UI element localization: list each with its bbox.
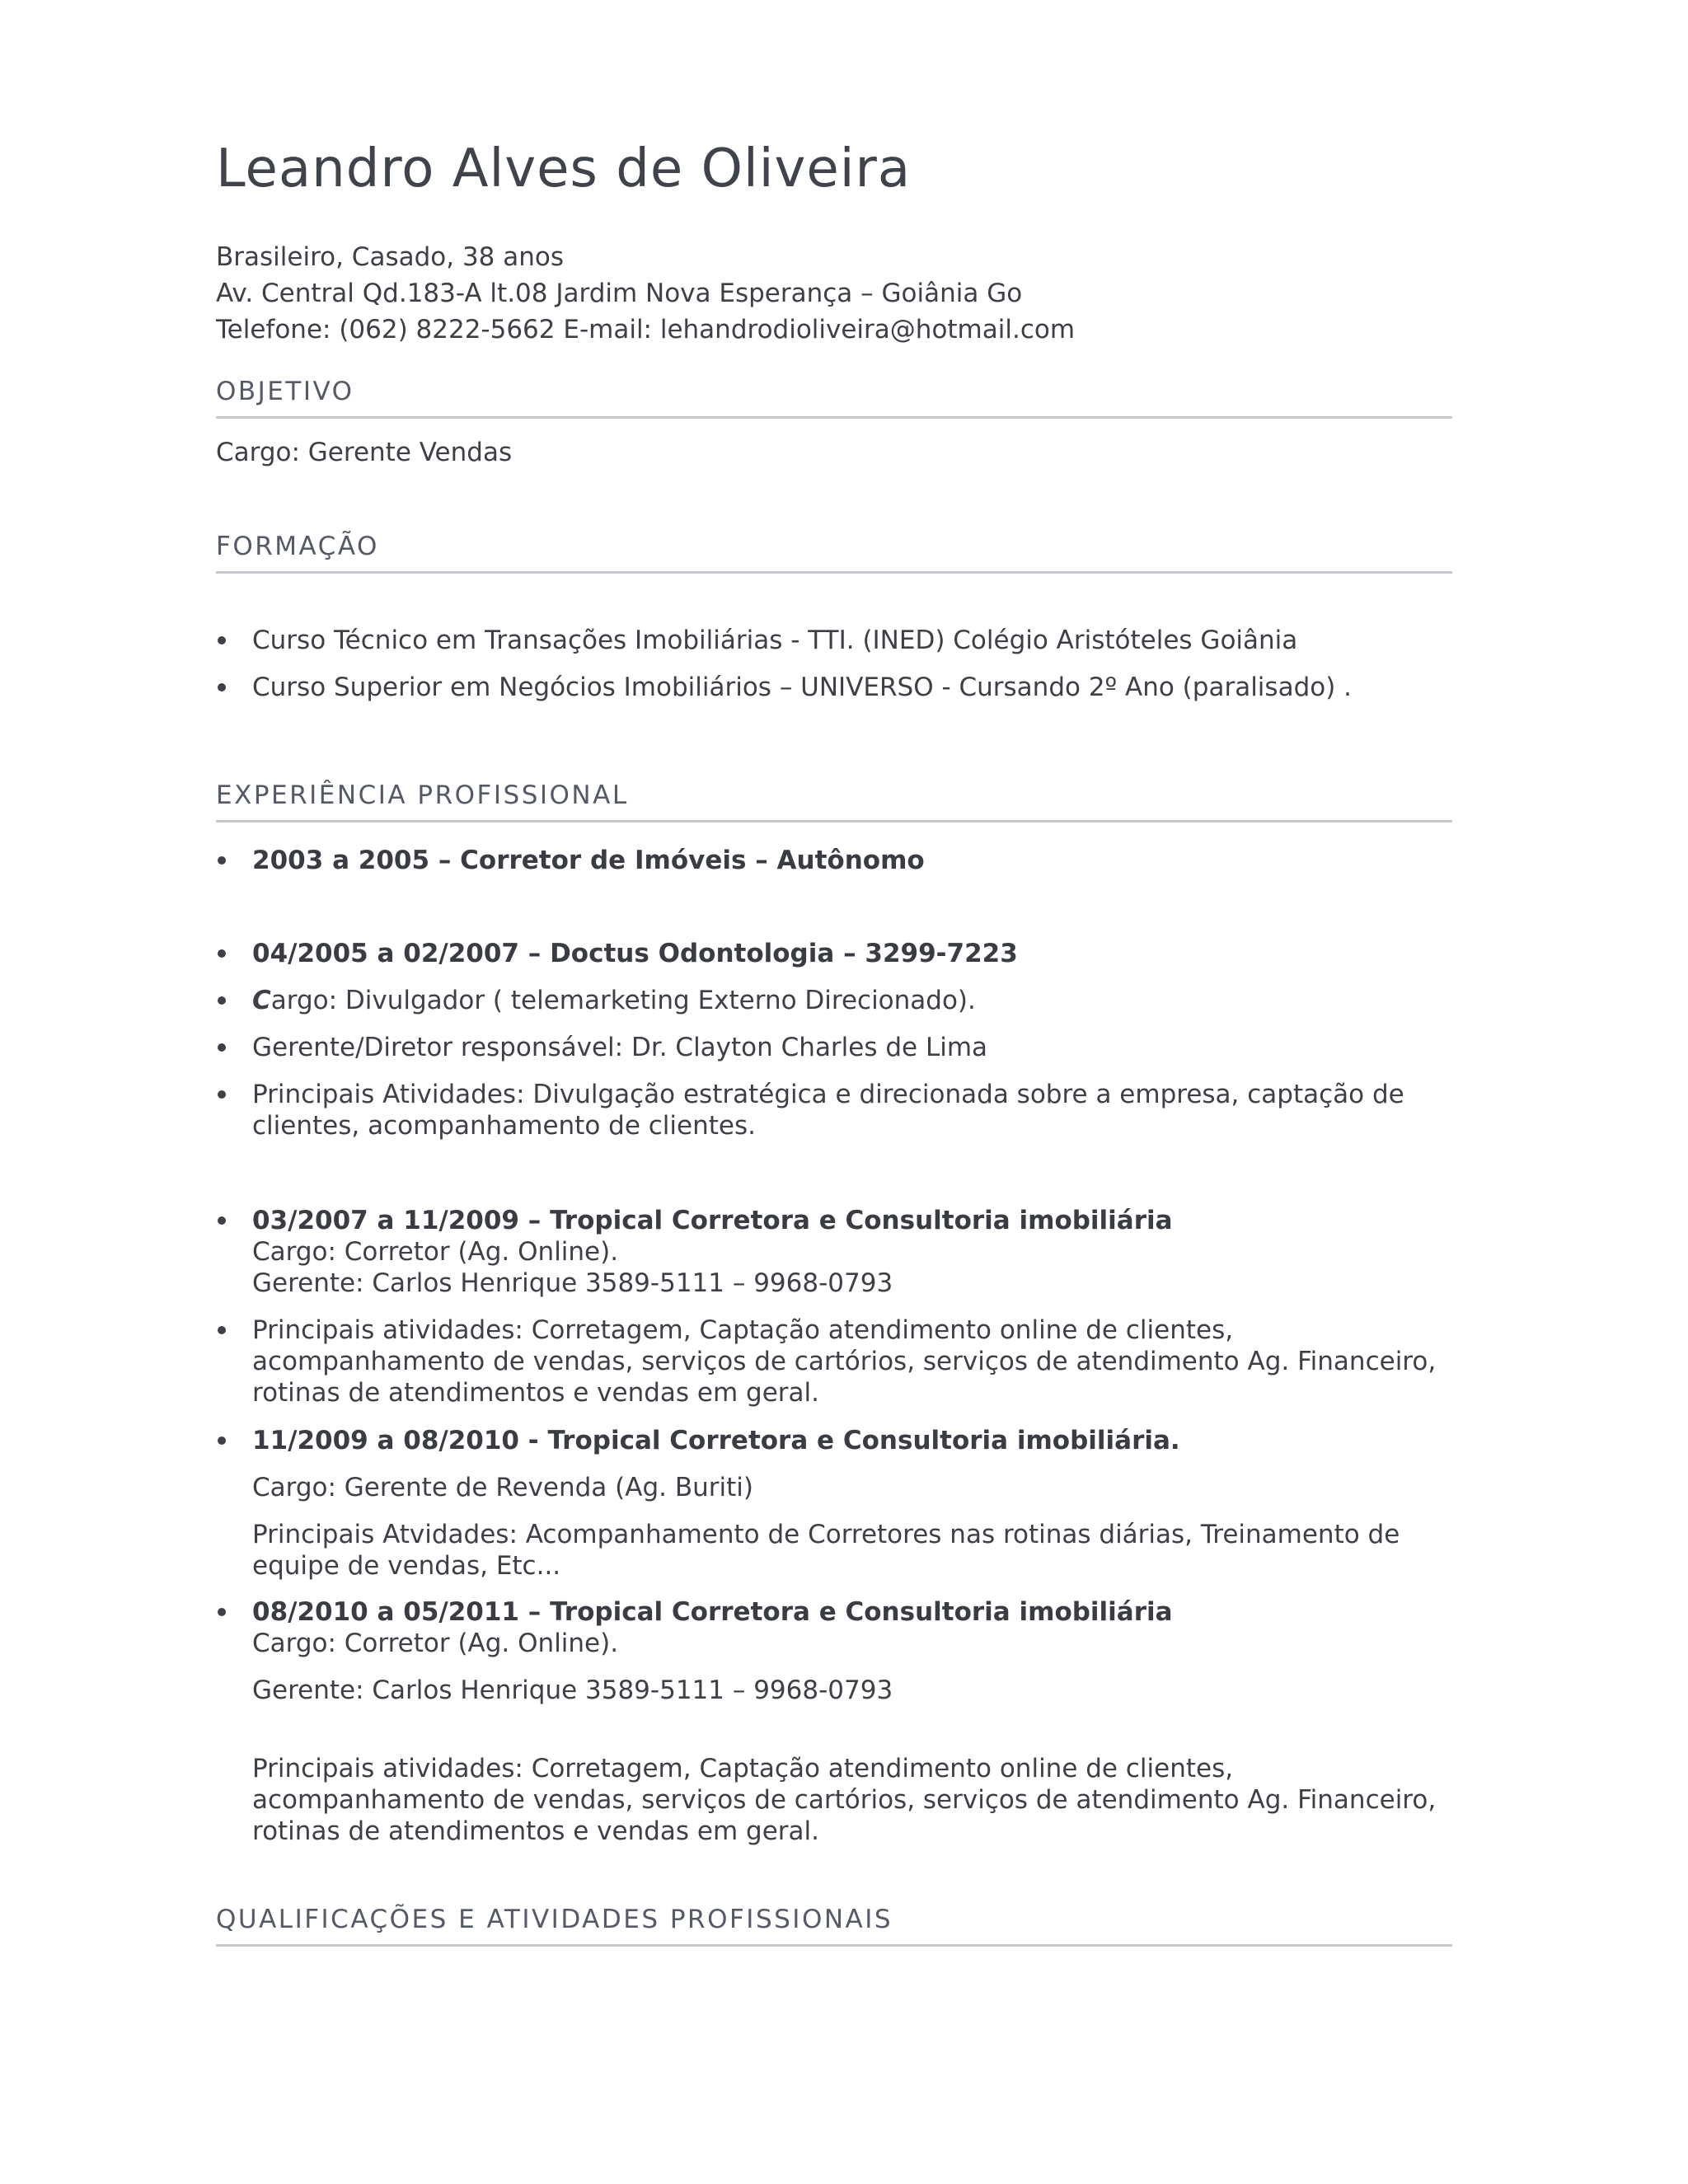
list-item: 08/2010 a 05/2011 – Tropical Corretora e Consultoria imobiliária Cargo: Corretor (Ag. Online). Gerente: Carlos Henrique 3589-5111 – 9968-0793 Principais atividades: Corretagem, Captação atendimento online de clientes, acompanhamento de vendas, serviços de cartórios, serviços de atendimento Ag. Financeiro, rotinas de atendimentos e vendas em geral. [216,1596,1452,1847]
bullet-icon [218,1090,226,1099]
list-item: 03/2007 a 11/2009 – Tropical Corretora e Consultoria imobiliária Cargo: Corretor (Ag. Online). Gerente: Carlos Henrique 3589-5111 – 9968-0793 [216,1205,1452,1299]
contact-block [216,239,1075,348]
job-item-1 [216,845,1452,876]
section-title-qualificacoes: QUALIFICAÇÕES E ATIVIDADES PROFISSIONAIS [216,1905,1452,1947]
job-heading: 2003 a 2005 – Corretor de Imóveis – Autônomo [252,846,925,875]
job-item-3 [216,1205,1452,1408]
list-item: Principais Atividades: Divulgação estratégica e direcionada sobre a empresa, captação de clientes, acompanhamento de clientes. [216,1079,1452,1141]
bullet-icon [218,856,226,865]
list-item: Curso Superior em Negócios Imobiliários – UNIVERSO - Cursando 2º Ano (paralisado) . [216,672,1452,703]
formacao-list [216,625,1452,703]
bullet-icon [218,1608,226,1616]
bullet-icon [218,1326,226,1334]
job-item-2 [216,938,1452,1141]
bullet-icon [218,1216,226,1225]
list-item [216,938,1452,969]
section-title-objetivo: OBJETIVO [216,377,1452,419]
list-item: Curso Técnico em Transações Imobiliárias - TTI. (INED) Colégio Aristóteles Goiânia [216,625,1452,656]
address: Av. Central Qd.183-A lt.08 Jardim Nova Esperança – Goiânia Go [216,279,1023,308]
job-item-4 [216,1425,1452,1582]
section-title-experiencia: EXPERIÊNCIA PROFISSIONAL [216,780,1452,823]
list-item: Principais atividades: Corretagem, Captação atendimento online de clientes, acompanhamento de vendas, serviços de cartórios, serviços de atendimento Ag. Financeiro, rotinas de atendimentos e vendas em geral. [216,1315,1452,1408]
bullet-icon [218,683,226,691]
objetivo-text: Cargo: Gerente Vendas [216,438,513,467]
bullet-icon [218,1436,226,1445]
job-heading: 04/2005 a 02/2007 – Doctus Odontologia – 3299-7223 [252,939,1018,968]
phone-email: Telefone: (062) 8222-5662 E-mail: lehandrodioliveira@hotmail.com [216,315,1076,344]
bullet-icon [218,996,226,1005]
job-heading: 08/2010 a 05/2011 – Tropical Corretora e Consultoria imobiliária [252,1597,1173,1627]
bullet-icon [218,949,226,958]
job-heading: 11/2009 a 08/2010 - Tropical Corretora e Consultoria imobiliária. [252,1426,1180,1455]
list-item: Cargo: Divulgador ( telemarketing Externo Direcionado). [216,985,1452,1016]
candidate-name: Leandro Alves de Oliveira [216,138,912,199]
job-heading: 03/2007 a 11/2009 – Tropical Corretora e Consultoria imobiliária [252,1206,1173,1235]
list-item [216,845,1452,876]
list-item: Gerente/Diretor responsável: Dr. Clayton Charles de Lima [216,1032,1452,1063]
bullet-icon [218,1043,226,1052]
job-item-5 [216,1596,1452,1847]
personal-info: Brasileiro, Casado, 38 anos [216,242,565,272]
bullet-icon [218,636,226,644]
list-item: 11/2009 a 08/2010 - Tropical Corretora e Consultoria imobiliária. Cargo: Gerente de Revenda (Ag. Buriti) Principais Atvidades: Acompanhamento de Corretores nas rotinas diárias, Treinamento de equipe de vendas, Etc... [216,1425,1452,1582]
section-title-formacao: FORMAÇÃO [216,532,1452,574]
